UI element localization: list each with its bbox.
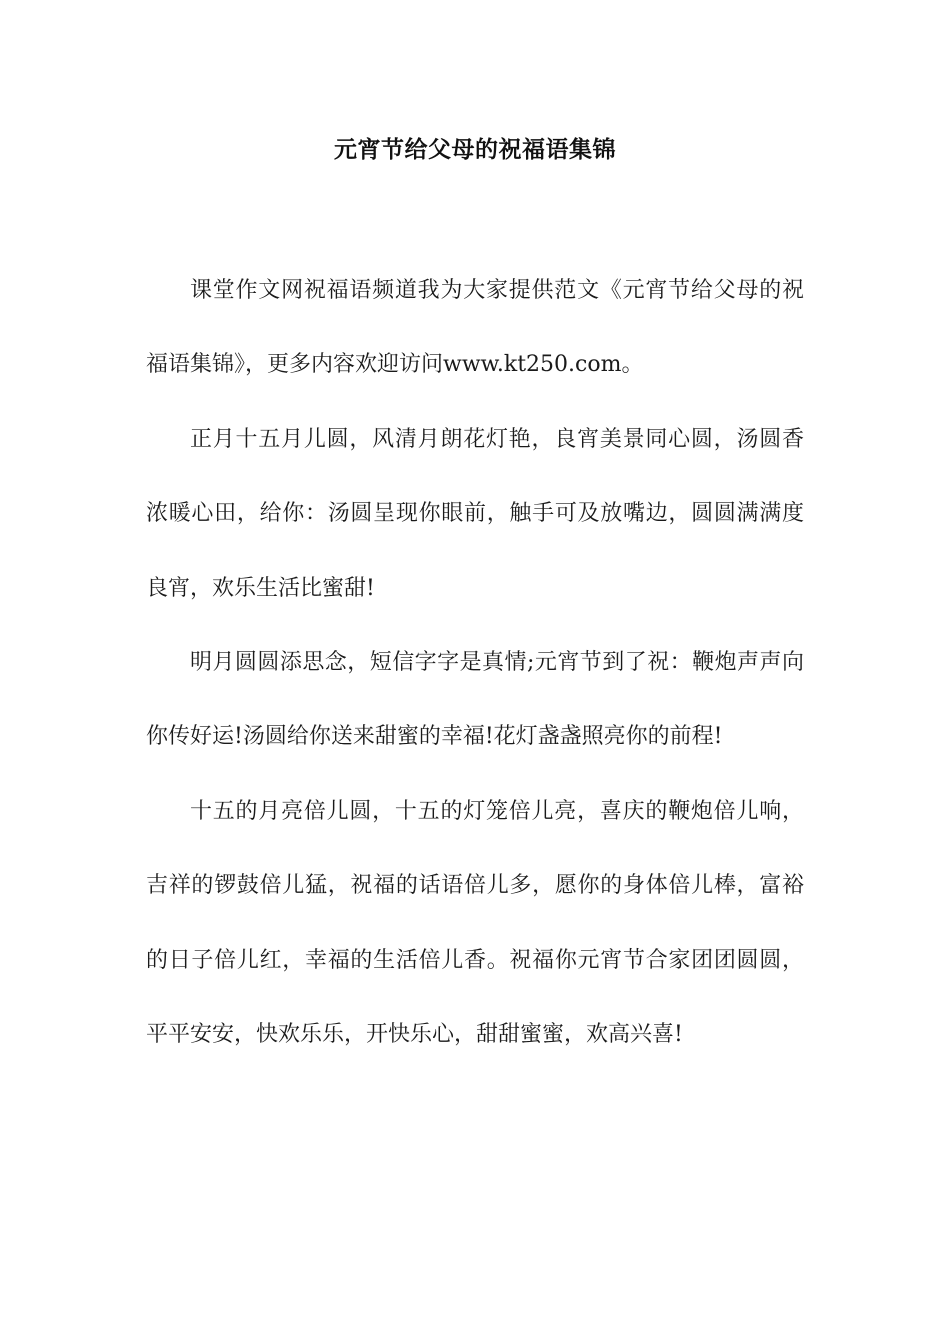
paragraph-blessing-3: 十五的月亮倍儿圆，十五的灯笼倍儿亮，喜庆的鞭炮倍儿响，吉祥的锣鼓倍儿猛，祝福的话语倍儿多，愿你的身体倍儿棒，富裕的日子倍儿红，幸福的生活倍儿香。祝福你元宵节合家团团圆圆，平平安安，快欢乐乐，开快乐心，甜甜蜜蜜，欢高兴喜! bbox=[146, 798, 804, 1048]
document-title: 元宵节给父母的祝福语集锦 bbox=[334, 136, 616, 163]
document-body bbox=[146, 254, 804, 1072]
paragraph-blessing-1: 正月十五月儿圆，风清月朗花灯艳，良宵美景同心圆，汤圆香浓暖心田，给你：汤圆呈现你眼前，触手可及放嘴边，圆圆满满度良宵，欢乐生活比蜜甜! bbox=[146, 426, 804, 601]
paragraph-blessing-2: 明月圆圆添思念，短信字字是真情;元宵节到了祝：鞭炮声声向你传好运!汤圆给你送来甜蜜的幸福!花灯盏盏照亮你的前程! bbox=[146, 650, 804, 750]
paragraph-intro: 课堂作文网祝福语频道我为大家提供范文《元宵节给父母的祝福语集锦》，更多内容欢迎访问www.kt250.com。 bbox=[146, 278, 804, 378]
